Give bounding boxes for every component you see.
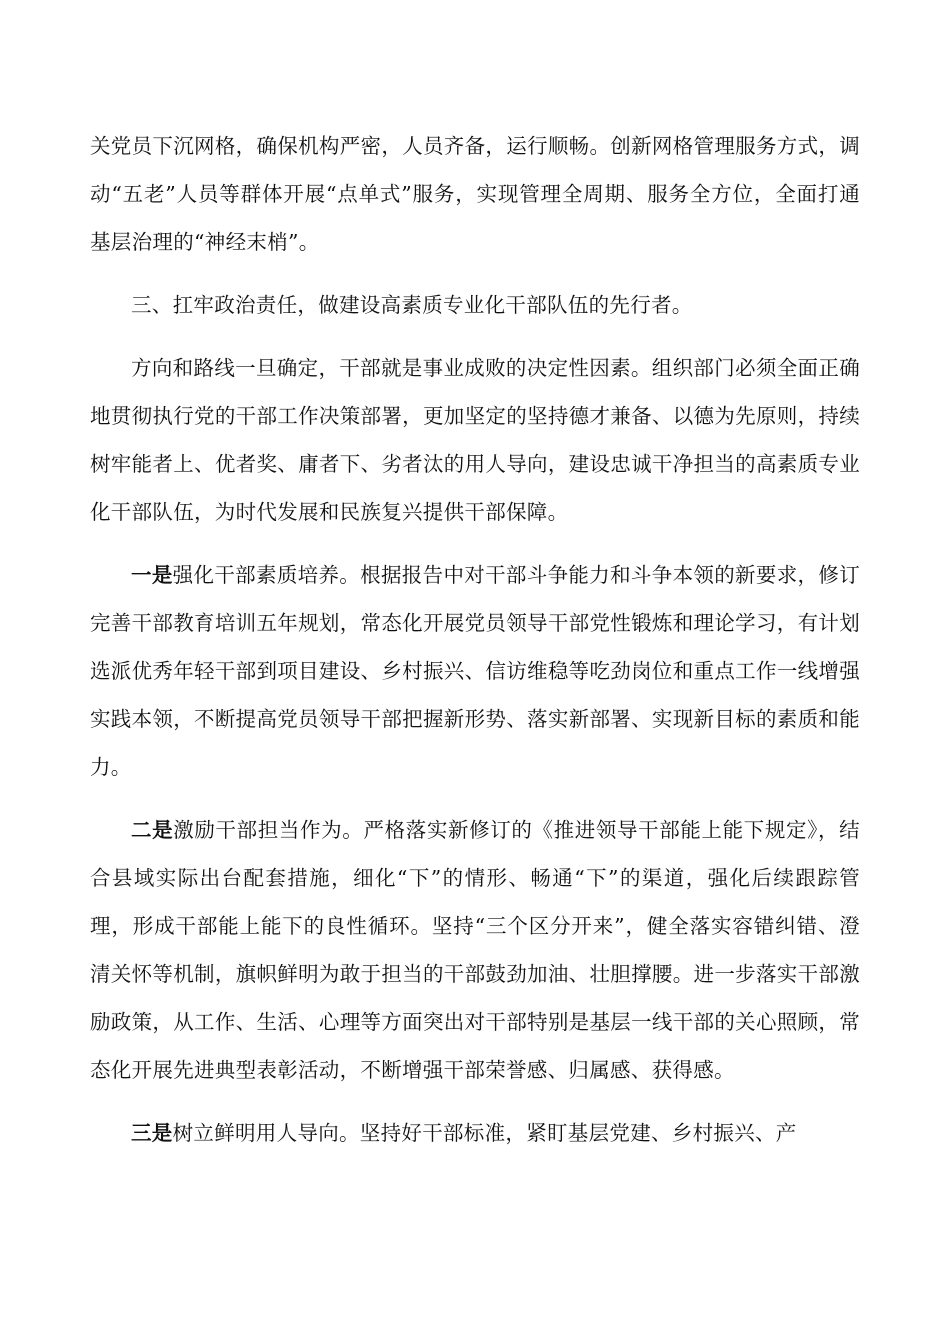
paragraph-text: 强化干部素质培养。根据报告中对干部斗争能力和斗争本领的新要求，修订完善干部教育培训五年规划，常态化开展党员领导干部党性锻炼和理论学习，有计划选派优秀年轻干部到项目建设、乡村振兴、信访维稳等吃劲岗位和重点工作一线增强实践本领，不断提高党员领导干部把握新形势、落实新部署、实现新目标的素质和能力。 xyxy=(90,563,860,779)
paragraph-point-2 xyxy=(90,806,860,1094)
paragraph-intro xyxy=(90,344,860,536)
paragraph-text: 关党员下沉网格，确保机构严密，人员齐备，运行顺畅。创新网格管理服务方式，调动“五老”人员等群体开展“点单式”服务，实现管理全周期、服务全方位，全面打通基层治理的“神经末梢”。 xyxy=(90,134,860,254)
paragraph-point-1 xyxy=(90,551,860,791)
paragraph-lead: 一是 xyxy=(131,563,173,587)
paragraph-text: 激励干部担当作为。严格落实新修订的《推进领导干部能上能下规定》，结合县域实际出台配套措施，细化“下”的情形、畅通“下”的渠道，强化后续跟踪管理，形成干部能上能下的良性循环。坚持“三个区分开来”，健全落实容错纠错、澄清关怀等机制，旗帜鲜明为敢于担当的干部鼓劲加油、壮胆撑腰。进一步落实干部激励政策，从工作、生活、心理等方面突出对干部特别是基层一线干部的关心照顾，常态化开展先进典型表彰活动，不断增强干部荣誉感、归属感、获得感。 xyxy=(90,818,860,1082)
paragraph-text: 方向和路线一旦确定，干部就是事业成败的决定性因素。组织部门必须全面正确地贯彻执行党的干部工作决策部署，更加坚定的坚持德才兼备、以德为先原则，持续树牢能者上、优者奖、庸者下、劣者汰的用人导向，建设忠诚干净担当的高素质专业化干部队伍，为时代发展和民族复兴提供干部保障。 xyxy=(90,356,860,524)
paragraph-continuation xyxy=(90,122,860,266)
paragraph-point-3 xyxy=(90,1109,860,1157)
section-heading xyxy=(90,281,860,329)
paragraph-text: 三、扛牢政治责任，做建设高素质专业化干部队伍的先行者。 xyxy=(131,293,693,317)
paragraph-lead: 三是 xyxy=(131,1121,173,1145)
paragraph-text: 树立鲜明用人导向。坚持好干部标准，紧盯基层党建、乡村振兴、产 xyxy=(172,1121,797,1145)
document-page xyxy=(90,122,860,1172)
paragraph-lead: 二是 xyxy=(131,818,174,842)
